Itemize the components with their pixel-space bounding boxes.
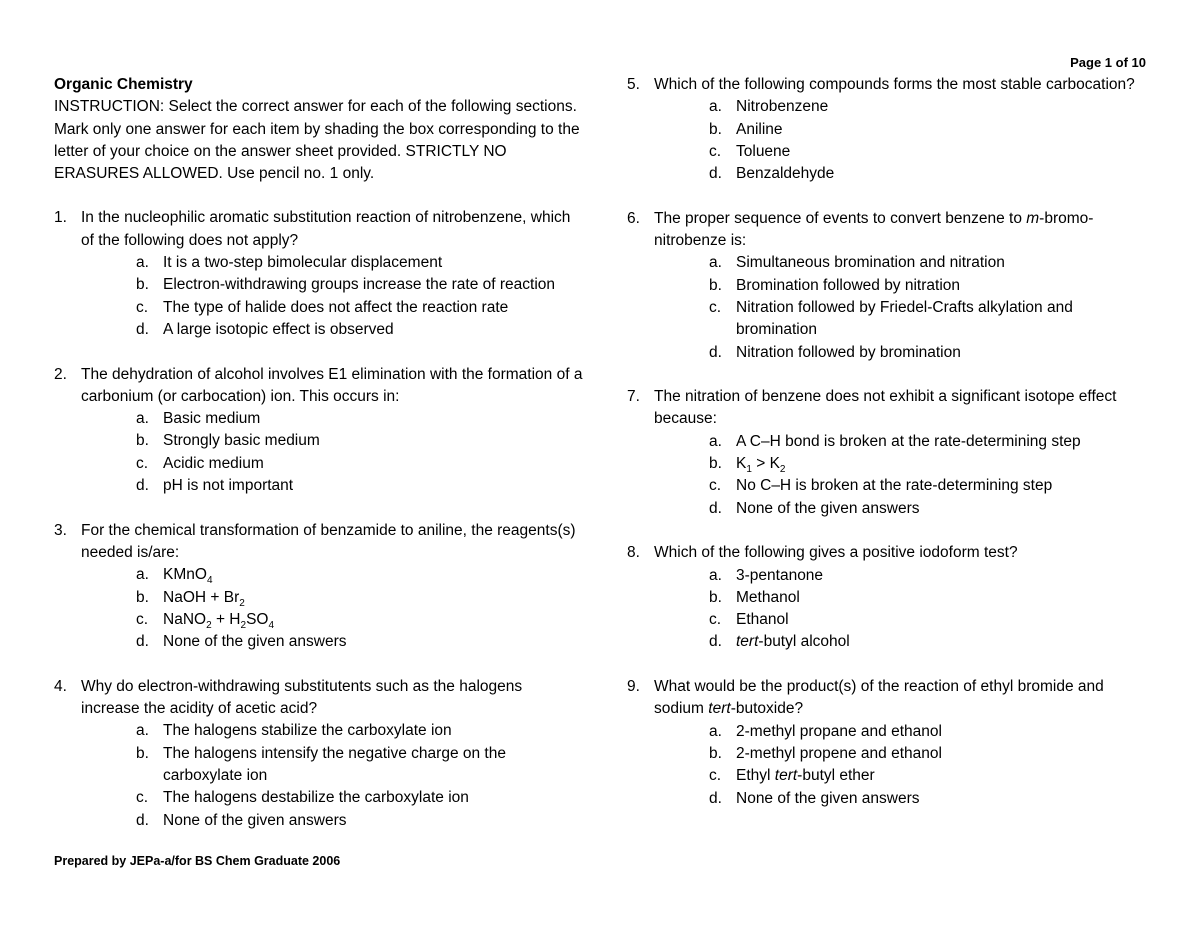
text-fragment: -butyl alcohol <box>758 633 850 651</box>
option-text: The halogens destabilize the carboxylate ion <box>163 789 469 807</box>
text-fragment: 1 <box>746 464 752 476</box>
text-fragment: + H <box>211 610 241 628</box>
answer-option <box>627 631 1152 653</box>
option-text: None of the given answers <box>736 789 920 807</box>
answer-option <box>54 430 584 452</box>
question-number: 3. <box>54 521 67 539</box>
question-text: The nitration of benzene does not exhibit a significant isotope effect because: <box>654 388 1117 428</box>
question-item <box>54 207 584 341</box>
answer-option <box>627 141 1152 163</box>
question-text: Which of the following compounds forms the most stable carbocation? <box>654 76 1135 93</box>
answer-option <box>627 342 1152 364</box>
answer-option <box>627 609 1152 631</box>
question-item <box>54 520 584 654</box>
option-text: Simultaneous bromination and nitration <box>736 254 1005 272</box>
question-item <box>627 676 1152 810</box>
question-item <box>627 386 1152 520</box>
text-fragment: Ethyl <box>736 767 775 785</box>
question-text <box>654 208 1152 253</box>
question-item <box>54 676 584 832</box>
question-list-right <box>627 74 1152 810</box>
question-item <box>627 74 1152 185</box>
option-letter: d. <box>709 789 722 807</box>
answer-option <box>627 453 1152 475</box>
option-text: None of the given answers <box>163 811 347 829</box>
option-text: 2-methyl propane and ethanol <box>736 722 942 740</box>
footer-note: Prepared by JEPa-a/for BS Chem Graduate 2006 <box>54 854 341 868</box>
option-letter: d. <box>709 165 722 183</box>
option-letter: d. <box>709 499 722 517</box>
answer-option <box>54 609 584 631</box>
option-letter: b. <box>136 744 149 762</box>
answer-option <box>54 787 584 809</box>
question-stem <box>627 542 1152 564</box>
option-text <box>736 765 1152 787</box>
option-letter: b. <box>136 588 149 606</box>
option-text: Bromination followed by nitration <box>736 276 961 294</box>
option-text <box>163 609 584 631</box>
question-text: Which of the following gives a positive iodoform test? <box>654 544 1018 562</box>
option-letter: b. <box>709 455 722 473</box>
option-letter: c. <box>709 611 722 629</box>
text-fragment: -butyl ether <box>797 767 875 785</box>
option-text: Toluene <box>736 142 791 160</box>
option-letter: a. <box>709 722 722 740</box>
text-fragment: K <box>736 455 747 473</box>
option-text: Methanol <box>736 588 800 606</box>
option-letter: a. <box>136 410 149 428</box>
answer-option <box>627 788 1152 810</box>
option-text: Basic medium <box>163 410 261 428</box>
text-fragment: 2 <box>240 619 247 631</box>
text-fragment: KMnO <box>163 566 207 584</box>
option-text: 2-methyl propene and ethanol <box>736 744 942 762</box>
option-text: Acidic medium <box>163 454 264 472</box>
text-fragment: tert <box>774 767 798 785</box>
option-text: Nitration followed by bromination <box>736 343 961 361</box>
option-letter: c. <box>136 610 149 628</box>
option-letter: a. <box>709 566 722 584</box>
answer-option <box>54 587 584 609</box>
text-fragment: 2 <box>206 619 212 631</box>
answer-option <box>627 743 1152 765</box>
answer-option <box>54 564 584 586</box>
option-text: Nitrobenzene <box>736 98 829 116</box>
text-fragment: 2 <box>239 597 245 609</box>
answer-option <box>54 297 584 319</box>
text-fragment: 4 <box>206 575 213 587</box>
option-text: Nitration followed by Friedel-Crafts alkylation and bromination <box>736 298 1073 339</box>
left-column <box>54 74 584 854</box>
option-letter: a. <box>136 566 149 584</box>
answer-option <box>627 565 1152 587</box>
answer-option <box>54 252 584 274</box>
question-number: 4. <box>54 677 67 695</box>
option-letter: b. <box>709 276 722 294</box>
answer-option <box>54 319 584 341</box>
option-letter: a. <box>709 432 722 450</box>
option-letter: c. <box>709 477 722 495</box>
option-text <box>163 587 584 609</box>
answer-option <box>627 96 1152 118</box>
answer-option <box>627 587 1152 609</box>
option-text: The type of halide does not affect the reaction rate <box>163 298 509 316</box>
answer-option <box>627 475 1152 497</box>
question-stem <box>627 74 1152 96</box>
text-fragment: -bromo-nitrobenze is: <box>654 209 1094 250</box>
option-letter: c. <box>136 454 149 472</box>
text-fragment: > K <box>751 455 780 473</box>
answer-option <box>627 431 1152 453</box>
question-stem <box>54 364 584 409</box>
answer-option <box>627 252 1152 274</box>
page-number: Page 1 of 10 <box>1070 55 1146 70</box>
question-list-left <box>54 207 584 831</box>
text-fragment: tert <box>708 700 731 718</box>
option-text: 3-pentanone <box>736 566 824 584</box>
option-text: Ethanol <box>736 611 789 629</box>
text-fragment: The proper sequence of events to convert benzene to <box>654 209 1027 227</box>
question-stem <box>54 207 584 252</box>
answer-option <box>627 163 1152 185</box>
option-letter: c. <box>136 789 149 807</box>
question-item <box>627 542 1152 653</box>
question-number: 7. <box>627 388 640 406</box>
text-fragment: -butoxide? <box>730 700 804 718</box>
text-fragment: What would be the product(s) of the reaction of ethyl bromide and sodium <box>654 678 1104 718</box>
question-stem <box>54 520 584 565</box>
answer-option <box>627 297 1152 342</box>
option-letter: d. <box>709 343 722 361</box>
question-text <box>654 676 1152 721</box>
answer-option <box>627 765 1152 787</box>
option-text: No C–H is broken at the rate-determining step <box>736 477 1053 495</box>
option-letter: d. <box>136 633 149 651</box>
option-letter: c. <box>709 298 722 316</box>
option-letter: d. <box>136 320 149 338</box>
option-text: None of the given answers <box>736 499 920 517</box>
text-fragment: NaNO <box>163 610 207 628</box>
answer-option <box>54 274 584 296</box>
option-letter: d. <box>136 477 149 495</box>
option-letter: b. <box>709 120 722 138</box>
question-number: 6. <box>627 209 640 227</box>
option-text <box>163 564 584 586</box>
text-fragment: m <box>1026 209 1040 227</box>
option-letter: a. <box>709 254 722 272</box>
option-letter: a. <box>709 98 722 116</box>
option-text: It is a two-step bimolecular displacement <box>163 254 443 272</box>
option-letter: a. <box>136 254 149 272</box>
option-letter: b. <box>709 744 722 762</box>
option-text: Electron-withdrawing groups increase the rate of reaction <box>163 276 556 294</box>
answer-option <box>54 720 584 742</box>
question-item <box>54 364 584 498</box>
question-number: 9. <box>627 678 640 696</box>
answer-option <box>627 721 1152 743</box>
right-column <box>627 74 1152 832</box>
question-number: 5. <box>627 76 640 93</box>
option-text: Aniline <box>736 120 783 138</box>
answer-option <box>54 631 584 653</box>
question-number: 8. <box>627 544 640 562</box>
instructions: INSTRUCTION: Select the correct answer for each of the following sections. Mark only one answer for each item by shading the box corresponding to the letter of your choice on the answer sheet provided. STRICTLY NO ERASURES ALLOWED. Use pencil no. 1 only. <box>54 98 580 183</box>
option-letter: b. <box>709 588 722 606</box>
question-stem <box>627 386 1152 431</box>
text-fragment: 2 <box>779 464 786 476</box>
option-text: The halogens stabilize the carboxylate ion <box>163 722 452 740</box>
option-text: None of the given answers <box>163 633 347 651</box>
text-fragment: SO <box>246 610 269 628</box>
option-letter: d. <box>709 633 722 651</box>
option-text <box>736 453 1152 475</box>
option-text: A large isotopic effect is observed <box>163 320 394 338</box>
document-title: Organic Chemistry <box>54 76 193 93</box>
answer-option <box>54 408 584 430</box>
text-fragment: 4 <box>268 619 275 631</box>
answer-option <box>54 810 584 832</box>
question-text: In the nucleophilic aromatic substitution reaction of nitrobenzene, which of the following does not apply? <box>81 209 571 249</box>
answer-option <box>627 119 1152 141</box>
question-item <box>627 208 1152 364</box>
option-letter: a. <box>136 722 149 740</box>
question-number: 2. <box>54 365 67 383</box>
answer-option <box>54 743 584 788</box>
question-text: Why do electron-withdrawing substitutents such as the halogens increase the acidity of acetic acid? <box>81 677 523 718</box>
answer-option <box>54 475 584 497</box>
answer-option <box>627 275 1152 297</box>
option-text: pH is not important <box>163 477 294 495</box>
option-text: The halogens intensify the negative charge on the carboxylate ion <box>163 744 506 784</box>
text-fragment: NaOH + Br <box>163 588 240 606</box>
option-letter: b. <box>136 432 149 450</box>
option-text <box>736 631 1152 653</box>
option-letter: b. <box>136 276 149 294</box>
option-letter: c. <box>709 142 722 160</box>
option-text: Strongly basic medium <box>163 432 320 450</box>
option-letter: c. <box>136 298 149 316</box>
option-letter: c. <box>709 767 722 785</box>
question-text: The dehydration of alcohol involves E1 elimination with the formation of a carbonium (or carbocation) ion. This occurs in: <box>81 365 583 405</box>
answer-option <box>54 453 584 475</box>
text-fragment: tert <box>736 633 759 651</box>
option-letter: d. <box>136 811 149 829</box>
question-number: 1. <box>54 209 67 227</box>
question-stem <box>627 208 1152 253</box>
answer-option <box>627 498 1152 520</box>
question-text: For the chemical transformation of benzamide to aniline, the reagents(s) needed is/are: <box>81 521 576 561</box>
option-text: A C–H bond is broken at the rate-determining step <box>736 432 1081 450</box>
option-text: Benzaldehyde <box>736 165 835 183</box>
question-stem <box>54 676 584 721</box>
question-stem <box>627 676 1152 721</box>
